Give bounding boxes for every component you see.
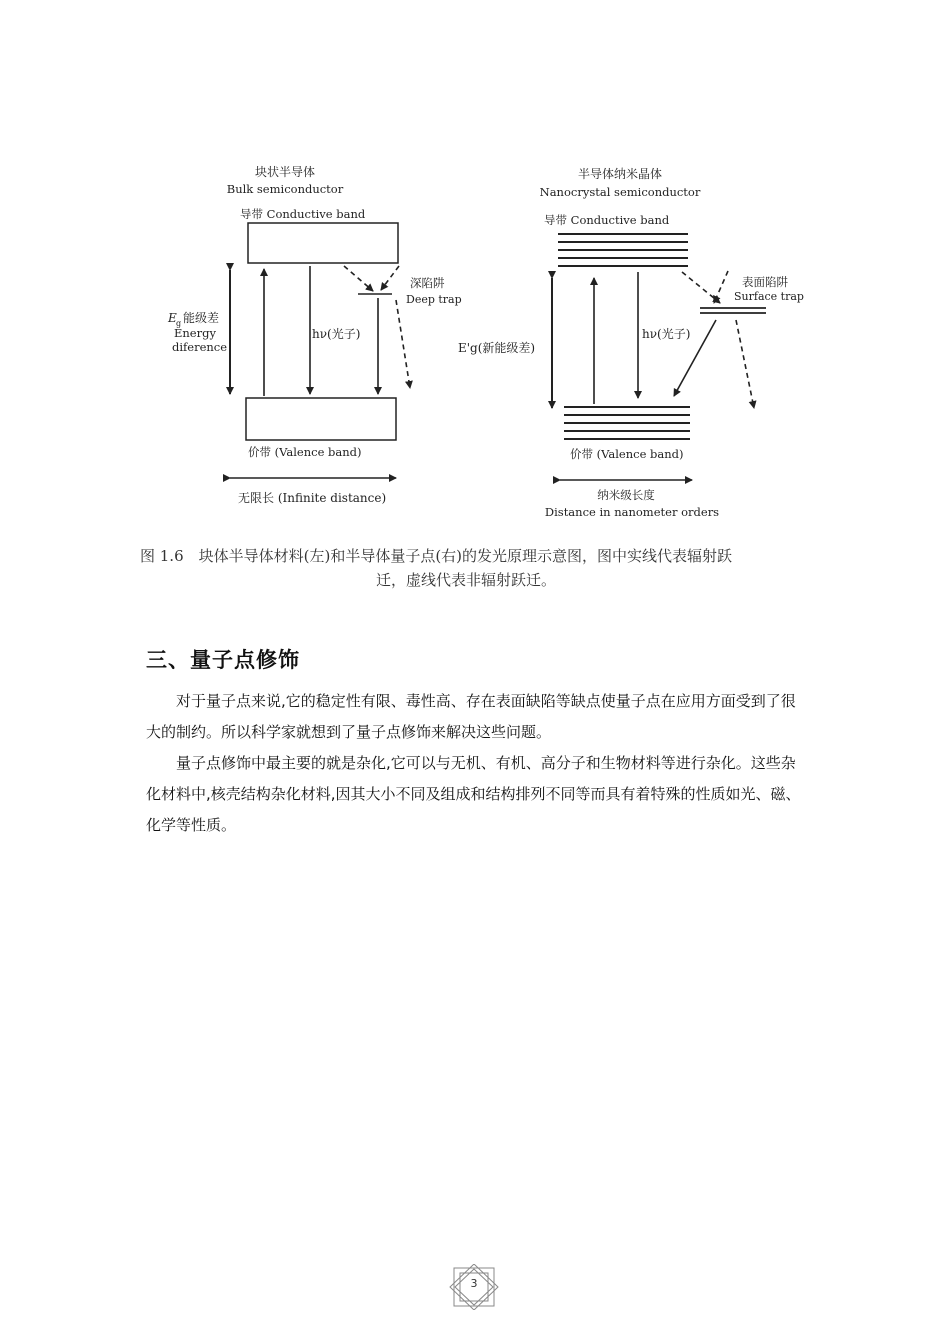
left-valence-band <box>246 398 396 440</box>
figure-caption <box>140 544 840 592</box>
right-conduction-levels <box>558 234 688 266</box>
left-trap-capture-dashed-2 <box>381 266 399 290</box>
left-title-cn: 块状半导体 <box>254 165 316 179</box>
right-conduction-label: 导带 Conductive band <box>544 213 670 227</box>
page-number-badge <box>448 1264 500 1310</box>
figure-caption-line2: 迁，虚线代表非辐射跃迁。 <box>376 571 557 589</box>
section-heading: 三、量子点修饰 <box>146 648 300 672</box>
left-eg-en1: Energy <box>174 326 216 340</box>
left-eg-symbol: E <box>168 311 177 325</box>
left-valence-label: 价带 (Valence band) <box>248 445 362 459</box>
right-eg-label: E'g(新能级差) <box>458 341 536 355</box>
left-distance-label: 无限长 (Infinite distance) <box>238 491 387 505</box>
right-trap-capture-dashed-2 <box>714 271 728 303</box>
left-trap-cn: 深陷阱 <box>410 276 445 290</box>
left-conduction-label: 导带 Conductive band <box>240 207 366 221</box>
right-title-cn: 半导体纳米晶体 <box>577 167 663 181</box>
right-distance-en: Distance in nanometer orders <box>544 505 720 519</box>
band-diagram-figure <box>160 160 840 530</box>
right-surface-trap-level <box>700 308 766 313</box>
right-trap-capture-dashed <box>682 272 720 303</box>
left-nonradiative-dashed <box>396 300 410 388</box>
band-diagram-svg <box>160 160 840 530</box>
right-valence-label: 价带 (Valence band) <box>570 447 684 461</box>
body-paragraph: 量子点修饰中最主要的就是杂化,它可以与无机、有机、高分子和生物材料等进行杂化。这些杂化材料中,核壳结构杂化材料,因其大小不同及组成和结构排列不同等而具有着特殊的性质如光、磁、化学等性质。 <box>146 754 801 834</box>
left-conduction-band <box>248 223 398 263</box>
left-photon-label: hν(光子) <box>312 327 361 341</box>
right-trap-en: Surface trap <box>734 290 804 303</box>
right-photon-label: hν(光子) <box>642 327 691 341</box>
right-valence-levels <box>564 407 690 439</box>
left-trap-en: Deep trap <box>406 293 462 306</box>
left-eg-subscript: g <box>176 319 182 328</box>
left-title-en: Bulk semiconductor <box>226 182 344 196</box>
left-eg-cn: 能级差 <box>183 311 220 325</box>
page-number: 3 <box>470 1277 478 1290</box>
right-nonradiative-dashed <box>736 320 754 408</box>
body-paragraph: 对于量子点来说,它的稳定性有限、毒性高、存在表面缺陷等缺点使量子点在应用方面受到了很大的制约。所以科学家就想到了量子点修饰来解决这些问题。 <box>146 692 796 741</box>
section-body <box>146 686 806 841</box>
right-trap-cn: 表面陷阱 <box>742 275 788 289</box>
right-title-en: Nanocrystal semiconductor <box>539 185 701 199</box>
right-distance-cn: 纳米级长度 <box>597 488 655 502</box>
figure-caption-line1: 图 1.6 块体半导体材料(左)和半导体量子点(右)的发光原理示意图，图中实线代表辐射跃 <box>140 547 733 565</box>
left-eg-en2: diference <box>172 340 228 354</box>
left-trap-capture-dashed <box>344 266 373 291</box>
